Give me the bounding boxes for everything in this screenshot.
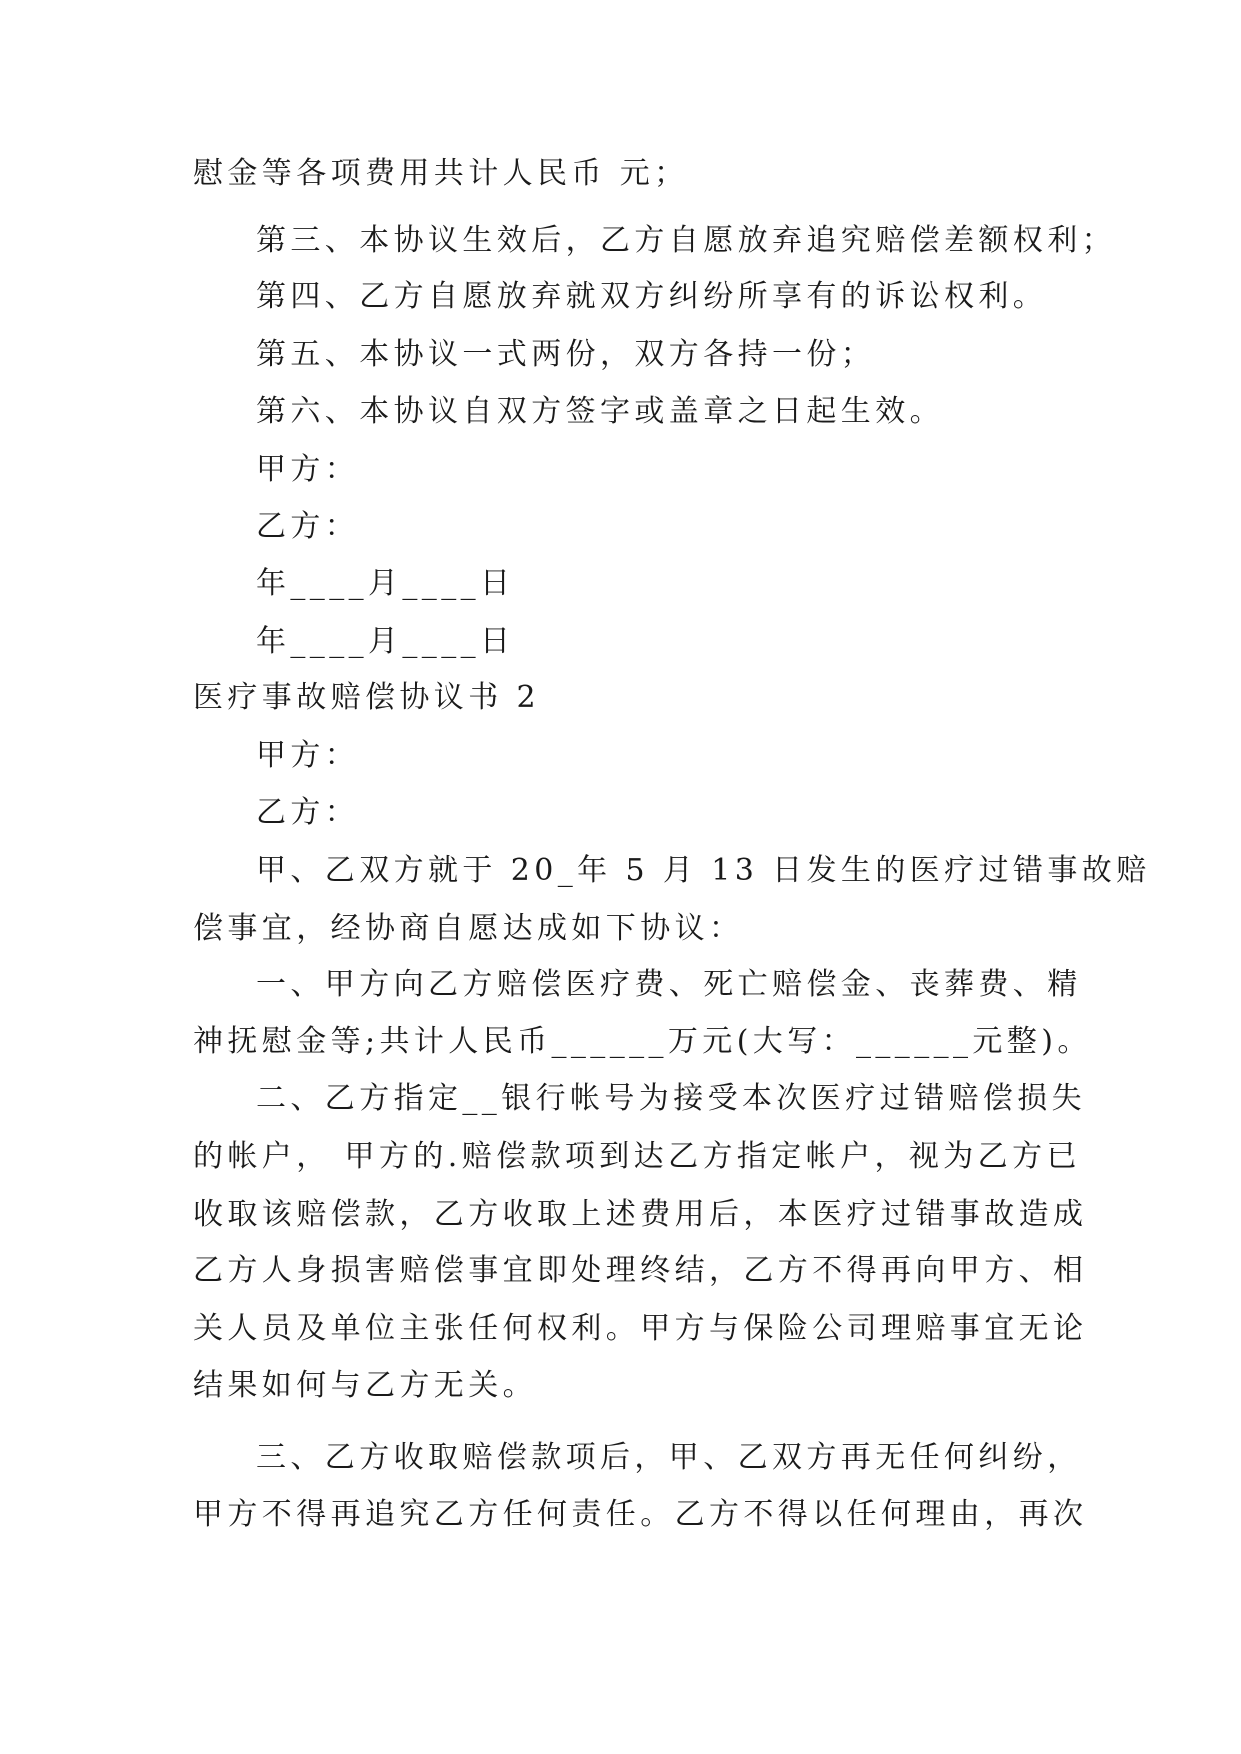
text-line: 的帐户， 甲方的.赔偿款项到达乙方指定帐户，视为乙方已 (193, 1139, 1081, 1174)
text-line: 偿事宜，经协商自愿达成如下协议： (193, 911, 744, 946)
text-line: 结果如何与乙方无关。 (193, 1368, 537, 1403)
section-title: 医疗事故赔偿协议书 2 (193, 680, 541, 715)
clause-four: 第四、乙方自愿放弃就双方纠纷所享有的诉讼权利。 (256, 279, 1048, 314)
text-line: 甲、乙双方就于 20_年 5 月 13 日发生的医疗过错事故赔 (256, 853, 1151, 888)
party-b-label: 乙方： (256, 509, 360, 544)
date-line: 年____月____日 (256, 566, 515, 601)
text-line: 乙方人身损害赔偿事宜即处理终结，乙方不得再向甲方、相 (193, 1253, 1088, 1288)
text-line: 慰金等各项费用共计人民币 元； (193, 156, 689, 191)
text-line: 一、甲方向乙方赔偿医疗费、死亡赔偿金、丧葬费、精 (256, 967, 1082, 1002)
date-line: 年____月____日 (256, 624, 515, 659)
text-line: 三、乙方收取赔偿款项后，甲、乙双方再无任何纠纷， (256, 1440, 1082, 1475)
party-b-label: 乙方： (256, 795, 360, 830)
clause-five: 第五、本协议一式两份，双方各持一份； (256, 337, 876, 372)
clause-six: 第六、本协议自双方签字或盖章之日起生效。 (256, 394, 944, 429)
party-a-label: 甲方： (256, 738, 360, 773)
text-line: 关人员及单位主张任何权利。甲方与保险公司理赔事宜无论 (193, 1311, 1088, 1346)
text-line: 甲方不得再追究乙方任何责任。乙方不得以任何理由，再次 (193, 1497, 1088, 1532)
text-line: 神抚慰金等;共计人民币______万元(大写：______元整)。 (193, 1024, 1092, 1059)
text-line: 收取该赔偿款，乙方收取上述费用后，本医疗过错事故造成 (193, 1197, 1088, 1232)
text-line: 二、乙方指定__银行帐号为接受本次医疗过错赔偿损失 (256, 1081, 1086, 1116)
clause-three: 第三、本协议生效后，乙方自愿放弃追究赔偿差额权利； (256, 223, 1116, 258)
party-a-label: 甲方： (256, 452, 360, 487)
